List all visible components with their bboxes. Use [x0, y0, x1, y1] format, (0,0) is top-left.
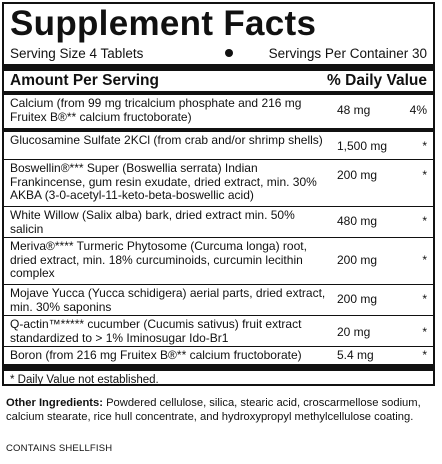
- supplement-facts-panel: [2, 2, 435, 386]
- table-row: [4, 160, 433, 207]
- ingredient-description: Calcium (from 99 mg tricalcium phosphate and 216 mg Fruitex B®** calcium fructoborate): [10, 96, 302, 124]
- allergen-statement: CONTAINS SHELLFISH: [6, 443, 113, 454]
- other-ingredients: [6, 396, 436, 424]
- ingredient-description: Glucosamine Sulfate 2KCl (from crab and/or shrimp shells): [10, 133, 323, 147]
- other-ingredients-text: Powdered cellulose, silica, stearic acid, croscarmellose sodium, calcium stearate, rice hull concentrate, and hydroxypropyl methylcellulose coating.: [6, 397, 421, 423]
- bullet-separator: [225, 49, 233, 57]
- ingredient-amount: 20 mg: [337, 325, 371, 339]
- ingredient-amount: 480 mg: [337, 214, 378, 228]
- serving-size: Serving Size 4 Tablets: [10, 45, 144, 61]
- table-header: [4, 71, 433, 91]
- panel-title: Supplement Facts: [10, 4, 317, 43]
- ingredient-daily-value: *: [422, 168, 427, 182]
- ingredient-description: White Willow (Salix alba) bark, dried extract min. 50% salicin: [10, 208, 295, 236]
- daily-value-footnote: * Daily Value not established.: [10, 374, 159, 386]
- ingredient-daily-value: *: [422, 214, 427, 228]
- ingredient-amount: 200 mg: [337, 168, 378, 182]
- servings-per-container: Servings Per Container 30: [268, 45, 427, 61]
- ingredient-daily-value: *: [422, 325, 427, 339]
- ingredient-amount: 200 mg: [337, 292, 378, 306]
- ingredient-description: Mojave Yucca (Yucca schidigera) aerial parts, dried extract, min. 30% saponins: [10, 286, 326, 314]
- other-ingredients-label: Other Ingredients:: [6, 397, 103, 409]
- ingredient-daily-value: *: [422, 139, 427, 153]
- ingredient-amount: 200 mg: [337, 253, 378, 267]
- divider-thick: [4, 64, 433, 71]
- ingredient-description: Q-actin™***** cucumber (Cucumis sativus) fruit extract standardized to > 1% Iminosugar Ido-Br1: [10, 317, 302, 345]
- ingredient-amount: 48 mg: [337, 103, 371, 117]
- table-row: [4, 285, 433, 316]
- ingredient-daily-value: *: [422, 253, 427, 267]
- ingredient-daily-value: 4%: [409, 103, 427, 117]
- header-daily-value: % Daily Value: [327, 72, 427, 89]
- table-row: [4, 129, 433, 160]
- ingredient-amount: 5.4 mg: [337, 348, 374, 362]
- divider-thick-bottom: [4, 364, 433, 371]
- table-row: [4, 238, 433, 285]
- ingredient-daily-value: *: [422, 292, 427, 306]
- serving-info: [4, 44, 433, 62]
- ingredient-daily-value: *: [422, 348, 427, 362]
- table-row: [4, 95, 433, 129]
- header-amount-per-serving: Amount Per Serving: [10, 72, 159, 89]
- ingredient-description: Meriva®**** Turmeric Phytosome (Curcuma longa) root, dried extract, min. 18% curcuminoids, curcumin lecithin complex: [10, 239, 307, 280]
- table-row: [4, 316, 433, 347]
- table-row: [4, 347, 433, 364]
- ingredient-description: Boswellin®*** Super (Boswellia serrata) Indian Frankincense, gum resin exudate, dried extract, min. 30% AKBA (3-0-acetyl-11-keto-beta-boswellic acid): [10, 161, 317, 202]
- table-row: [4, 207, 433, 238]
- ingredient-amount: 1,500 mg: [337, 139, 388, 153]
- ingredient-description: Boron (from 216 mg Fruitex B®** calcium fructoborate): [10, 348, 302, 362]
